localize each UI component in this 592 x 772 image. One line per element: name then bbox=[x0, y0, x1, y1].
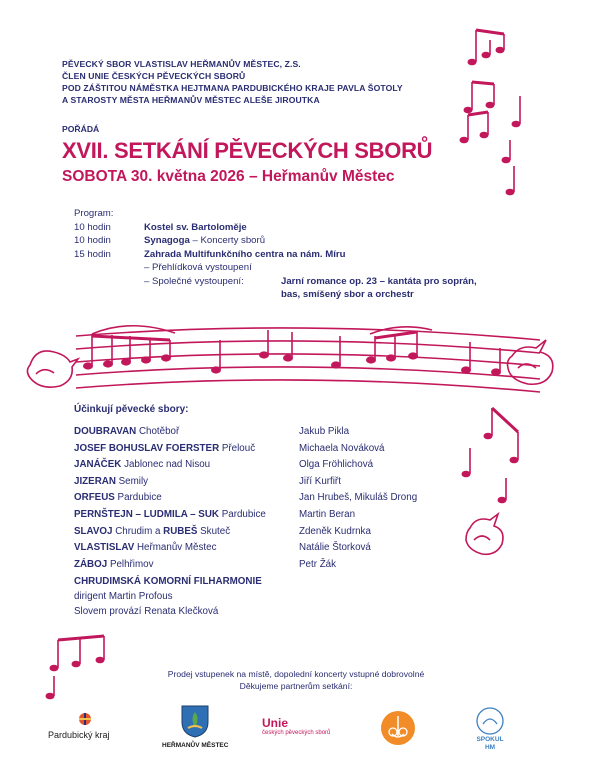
organizer-line: PĚVECKÝ SBOR VLASTISLAV HEŘMANŮV MĚSTEC, Z.S. bbox=[62, 59, 301, 69]
conductor-name: Natálie Štorková bbox=[299, 542, 371, 554]
footer-block bbox=[0, 668, 592, 692]
event-title: XVII. SETKÁNÍ PĚVECKÝCH SBORŮ bbox=[62, 138, 433, 163]
partners-thanks: Děkujeme partnerům setkání: bbox=[239, 681, 353, 691]
program-venue: Synagoga bbox=[144, 235, 190, 246]
choir-item bbox=[74, 557, 266, 574]
conductor-name: Jiří Kurfiřt bbox=[299, 475, 341, 487]
pardubicky-kraj-label: Pardubický kraj bbox=[48, 730, 110, 740]
choir-name: DOUBRAVAN bbox=[74, 426, 137, 437]
choir-list bbox=[74, 424, 266, 573]
organizer-line: POD ZÁŠTITOU NÁMĚSTKA HEJTMANA PARDUBICKÉHO KRAJE PAVLA ŠOTOLY bbox=[62, 83, 403, 93]
partner-logo-hermanuv-mestec bbox=[162, 704, 232, 760]
program-label: Program: bbox=[74, 208, 114, 219]
spokul-label: SPOKUL bbox=[476, 736, 504, 743]
choir-city: Heřmanův Městec bbox=[134, 542, 217, 554]
spokul-label-hm: HM bbox=[484, 744, 496, 751]
spokul-logo-icon bbox=[473, 706, 507, 736]
choir-city: Chotěboř bbox=[136, 426, 180, 437]
choir-item bbox=[74, 457, 266, 474]
unie-logo-subtitle: českých pěveckých sborů bbox=[262, 730, 331, 736]
partner-logo-spokul bbox=[470, 706, 510, 756]
choir-name: PERNŠTEJN – LUDMILA – SUK bbox=[74, 508, 219, 520]
organizer-line: A STAROSTY MĚSTA HEŘMANŮV MĚSTEC ALEŠE JIROUTKA bbox=[62, 95, 320, 105]
organizer-block bbox=[62, 58, 403, 106]
program-time: 15 hodin bbox=[74, 248, 111, 260]
choir-name: SLAVOJ bbox=[74, 525, 113, 537]
choir-city: Přelouč bbox=[219, 442, 256, 454]
choir-city: Pardubice bbox=[218, 508, 266, 520]
choir-city: Pelhřimov bbox=[107, 558, 154, 570]
program-work: Jarní romance op. 23 – kantáta pro soprán, bbox=[281, 275, 477, 287]
choir-item bbox=[74, 490, 266, 507]
conductor-name: Martin Beran bbox=[299, 508, 356, 520]
hermanuv-mestec-label: HEŘMANŮV MĚSTEC bbox=[162, 742, 229, 749]
orchestra-block bbox=[74, 574, 262, 619]
organizer-line: ČLEN UNIE ČESKÝCH PĚVECKÝCH SBORŮ bbox=[62, 71, 246, 81]
conductor-name: Petr Žák bbox=[299, 558, 337, 570]
pardubicky-kraj-logo-icon bbox=[78, 712, 92, 726]
choir-item bbox=[74, 540, 266, 557]
program-venue: Kostel sv. Bartoloměje bbox=[144, 221, 247, 233]
choirs-heading: Účinkují pěvecké sbory: bbox=[74, 404, 189, 415]
choir-city: Jablonec nad Nisou bbox=[121, 459, 211, 471]
choir-name: ZÁBOJ bbox=[74, 558, 108, 570]
unie-logo-title: Unie bbox=[262, 716, 289, 730]
conductor-name: Olga Fröhlichová bbox=[299, 459, 374, 471]
choir-city: Pardubice bbox=[114, 492, 162, 504]
choir-item bbox=[74, 441, 266, 458]
partner-logo-pardubicky-kraj bbox=[48, 712, 128, 752]
conductor-name: Jakub Pikla bbox=[299, 426, 350, 437]
choir-name: JIZERAN bbox=[74, 475, 116, 487]
partner-logo-unie bbox=[262, 716, 342, 746]
program-sub: – Přehlídková vystoupení bbox=[144, 262, 252, 273]
program-time: 10 hodin bbox=[74, 221, 111, 233]
choir-name: JOSEF BOHUSLAV FOERSTER bbox=[74, 442, 220, 454]
choir-city: Semily bbox=[115, 475, 149, 487]
bird-right-icon bbox=[508, 340, 553, 384]
choir-item bbox=[74, 507, 266, 524]
event-host: Slovem provází Renata Klečková bbox=[74, 606, 219, 617]
bird-small-icon bbox=[466, 514, 503, 554]
porada-label: POŘÁDÁ bbox=[62, 124, 100, 134]
choir-city: Skuteč bbox=[197, 525, 231, 537]
orchestra-name: CHRUDIMSKÁ KOMORNÍ FILHARMONIE bbox=[74, 576, 262, 587]
choir-item bbox=[74, 424, 266, 441]
choir-name: RUBEŠ bbox=[163, 525, 198, 537]
conductor-name: Michaela Nováková bbox=[299, 442, 385, 454]
conductor-name: Jan Hrubeš, Mikuláš Drong bbox=[299, 492, 418, 504]
choir-city: Chrudim a bbox=[112, 525, 164, 537]
program-time: 10 hodin bbox=[74, 235, 111, 246]
event-date: SOBOTA 30. května 2026 – Heřmanův Městec bbox=[62, 168, 395, 185]
town-crest-icon bbox=[180, 704, 210, 738]
program-sub: – Společné vystoupení: bbox=[144, 275, 244, 287]
orange-circle-logo-icon bbox=[380, 710, 416, 746]
ticket-note: Prodej vstupenek na místě, dopolední koncerty vstupné dobrovolné bbox=[167, 669, 425, 679]
choir-item bbox=[74, 524, 266, 541]
choir-name: JANÁČEK bbox=[74, 459, 122, 471]
program-venue: Zahrada Multifunkčního centra na nám. Míru bbox=[144, 248, 346, 260]
choir-item bbox=[74, 474, 266, 491]
conductor-list bbox=[299, 424, 417, 573]
choir-name: VLASTISLAV bbox=[74, 542, 135, 554]
program-extra: – Koncerty sborů bbox=[189, 235, 266, 246]
choir-name: ORFEUS bbox=[74, 492, 115, 504]
conductor-name: Zdeněk Kudrnka bbox=[299, 525, 371, 537]
bird-left-icon bbox=[27, 351, 78, 387]
program-work: bas, smíšený sbor a orchestr bbox=[281, 289, 414, 300]
orchestra-conductor: dirigent Martin Profous bbox=[74, 591, 173, 602]
